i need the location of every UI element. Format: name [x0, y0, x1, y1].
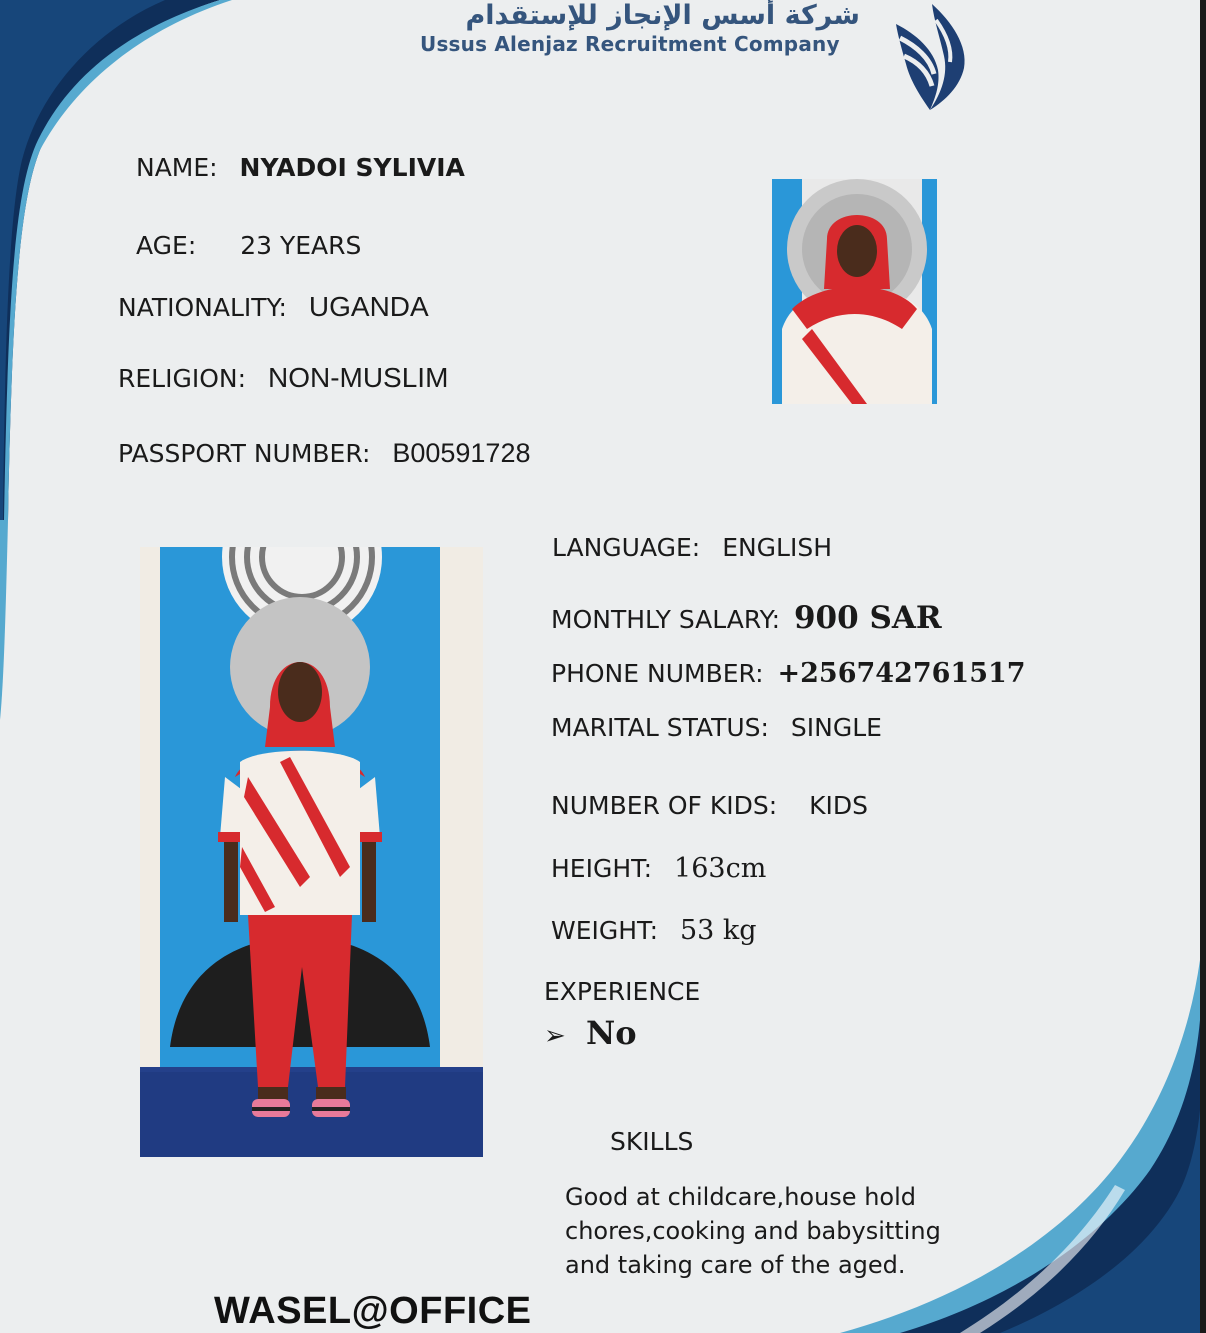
salary-field	[551, 600, 942, 636]
salary-value: 900 SAR	[793, 600, 942, 636]
weight-value: 53 kg	[679, 915, 757, 946]
page-edge-shadow	[1200, 0, 1206, 1333]
phone-value: +256742761517	[777, 658, 1026, 689]
nationality-label: NATIONALITY:	[118, 293, 287, 322]
kids-field	[551, 791, 868, 820]
nationality-field	[118, 291, 429, 323]
experience-item	[544, 1014, 637, 1052]
religion-field	[118, 362, 448, 394]
religion-value: NON-MUSLIM	[267, 362, 449, 393]
marital-label: MARITAL STATUS:	[551, 713, 769, 742]
passport-field	[118, 438, 530, 469]
height-label: HEIGHT:	[551, 854, 653, 883]
company-name-arabic: شركة أسس الإنجاز للإستقدام	[465, 0, 860, 31]
age-field	[136, 231, 361, 260]
experience-heading: EXPERIENCE	[544, 977, 701, 1006]
name-label: NAME:	[136, 153, 218, 182]
kids-value: KIDS	[809, 791, 868, 820]
portrait-photo	[772, 179, 937, 404]
name-value: NYADOI SYLIVIA	[239, 153, 465, 182]
full-body-photo	[140, 547, 483, 1157]
age-label: AGE:	[136, 231, 197, 260]
phone-label: PHONE NUMBER:	[551, 659, 764, 688]
name-field	[136, 153, 465, 182]
skills-description: Good at childcare,house hold chores,cooking and babysitting and taking care of the aged.	[565, 1183, 941, 1279]
height-field	[551, 853, 766, 884]
height-value: 163cm	[674, 853, 767, 884]
weight-field	[551, 915, 757, 946]
passport-value: B00591728	[392, 438, 531, 468]
marital-value: SINGLE	[790, 713, 882, 742]
company-logo-icon	[890, 0, 970, 112]
weight-label: WEIGHT:	[551, 916, 659, 945]
footer-office-tag: WASEL@OFFICE	[214, 1290, 532, 1332]
bullet-arrow-icon: ➢	[544, 1021, 566, 1051]
phone-field	[551, 658, 1026, 689]
experience-value: No	[585, 1014, 637, 1052]
language-field	[552, 533, 832, 562]
language-label: LANGUAGE:	[552, 533, 701, 562]
salary-label: MONTHLY SALARY:	[551, 605, 781, 634]
language-value: ENGLISH	[722, 533, 833, 562]
kids-label: NUMBER OF KIDS:	[551, 791, 778, 820]
nationality-value: UGANDA	[308, 291, 429, 322]
religion-label: RELIGION:	[118, 364, 247, 393]
company-name: Ussus Alenjaz Recruitment Company	[420, 32, 840, 56]
age-value: 23 YEARS	[240, 231, 362, 260]
marital-field	[551, 713, 882, 742]
skills-heading: SKILLS	[610, 1127, 694, 1156]
passport-label: PASSPORT NUMBER:	[118, 439, 371, 468]
